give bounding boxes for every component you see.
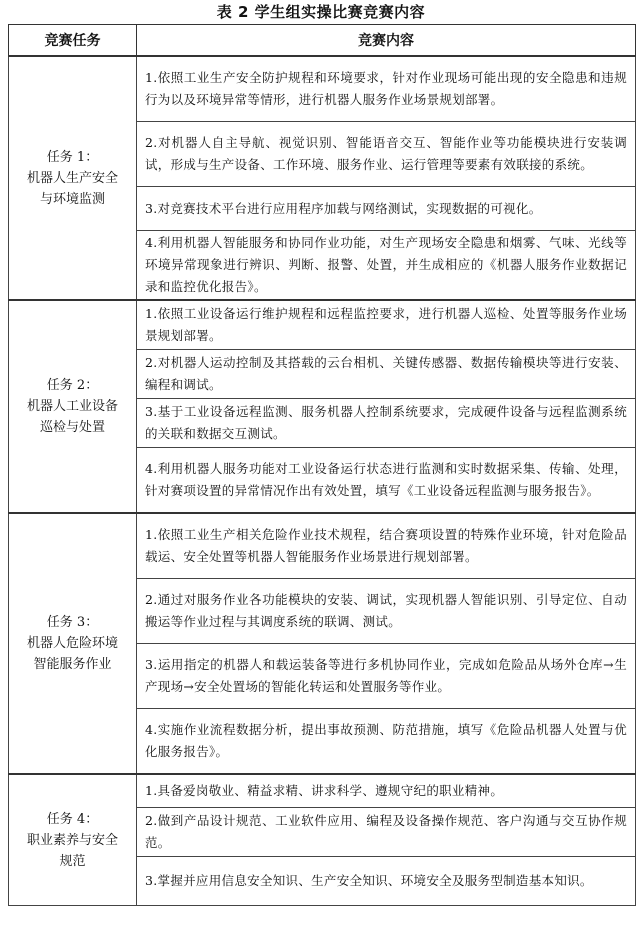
task-1-item-3: 3.对竞赛技术平台进行应用程序加载与网络测试，实现数据的可视化。 <box>137 187 636 231</box>
table-row <box>9 513 636 579</box>
table-row <box>9 56 636 122</box>
header-content: 竞赛内容 <box>137 25 636 57</box>
table-row <box>9 300 636 350</box>
task-2-item-3: 3.基于工业设备远程监测、服务机器人控制系统要求，完成硬件设备与远程监测系统的关联和数据交互测试。 <box>137 399 636 448</box>
task-3-label: 任务 3： 机器人危险环境智能服务作业 <box>9 513 137 774</box>
task-4-item-1: 1.具备爱岗敬业、精益求精、讲求科学、遵规守纪的职业精神。 <box>137 774 636 808</box>
task-2-item-2: 2.对机器人运动控制及其搭载的云台相机、关键传感器、数据传输模块等进行安装、编程和调试。 <box>137 350 636 399</box>
task-4-item-2: 2.做到产品设计规范、工业软件应用、编程及设备操作规范、客户沟通与交互协作规范。 <box>137 808 636 857</box>
task-3-item-2: 2.通过对服务作业各功能模块的安装、调试，实现机器人智能识别、引导定位、自动搬运等作业过程与其调度系统的联调、测试。 <box>137 579 636 644</box>
task-3-item-3: 3.运用指定的机器人和载运装备等进行多机协同作业，完成如危险品从场外仓库→生产现场→安全处置场的智能化转运和处置服务等作业。 <box>137 644 636 709</box>
task-4-item-3: 3.掌握并应用信息安全知识、生产安全知识、环境安全及服务型制造基本知识。 <box>137 857 636 906</box>
task-3-item-4: 4.实施作业流程数据分析，提出事故预测、防范措施，填写《危险品机器人处置与优化服务报告》。 <box>137 709 636 775</box>
table-row <box>9 774 636 808</box>
task-1-item-4: 4.利用机器人智能服务和协同作业功能，对生产现场安全隐患和烟雾、气味、光线等环境异常现象进行辨识、判断、报警、处置，并生成相应的《机器人服务作业数据记录和监控优化报告》。 <box>137 231 636 301</box>
task-1-item-2: 2.对机器人自主导航、视觉识别、智能语音交互、智能作业等功能模块进行安装调试，形成与生产设备、工作环境、服务作业、运行管理等要素有效联接的系统。 <box>137 122 636 187</box>
task-2-item-4: 4.利用机器人服务功能对工业设备运行状态进行监测和实时数据采集、传输、处理，针对赛项设置的异常情况作出有效处置，填写《工业设备远程监测与服务报告》。 <box>137 448 636 514</box>
task-4-label: 任务 4： 职业素养与安全规范 <box>9 774 137 906</box>
task-3-item-1: 1.依照工业生产相关危险作业技术规程，结合赛项设置的特殊作业环境，针对危险品载运、安全处置等机器人智能服务作业场景进行规划部署。 <box>137 513 636 579</box>
task-1-item-1: 1.依照工业生产安全防护规程和环境要求，针对作业现场可能出现的安全隐患和违规行为以及环境异常等情形，进行机器人服务作业场景规划部署。 <box>137 56 636 122</box>
task-2-item-1: 1.依照工业设备运行维护规程和远程监控要求，进行机器人巡检、处置等服务作业场景规划部署。 <box>137 300 636 350</box>
task-2-label: 任务 2： 机器人工业设备巡检与处置 <box>9 300 137 513</box>
competition-content-table <box>8 24 636 906</box>
table-title: 表 2 学生组实操比赛竞赛内容 <box>216 3 426 21</box>
header-row <box>9 25 636 57</box>
task-1-label: 任务 1： 机器人生产安全与环境监测 <box>9 56 137 300</box>
header-task: 竞赛任务 <box>9 25 137 57</box>
